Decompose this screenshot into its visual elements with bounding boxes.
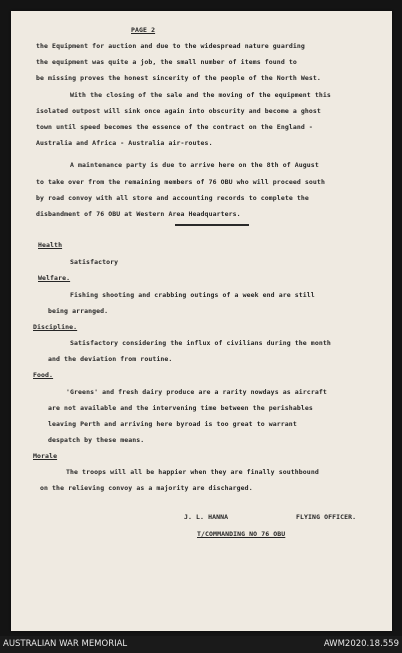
footer-accession: AWM2020.18.559 bbox=[323, 639, 399, 649]
signature-rank: FLYING OFFICER. bbox=[296, 513, 357, 521]
body-line: be missing proves the honest sincerity of the people of the North West. bbox=[36, 74, 321, 82]
section-text: and the deviation from routine. bbox=[48, 355, 173, 363]
body-line: disbandment of 76 OBU at Western Area Headquarters. bbox=[36, 210, 241, 218]
body-line: Australia and Africa - Australia air-routes. bbox=[36, 139, 213, 147]
section-heading-discipline: Discipline. bbox=[33, 323, 78, 331]
section-text: being arranged. bbox=[48, 307, 109, 315]
footer-source: AUSTRALIAN WAR MEMORIAL bbox=[3, 639, 128, 649]
section-divider bbox=[175, 224, 249, 226]
signature-name: J. L. HANNA bbox=[184, 513, 229, 521]
signature-title: T/COMMANDING NO 76 OBU bbox=[197, 530, 286, 538]
body-line: With the closing of the sale and the moving of the equipment this bbox=[70, 91, 331, 99]
body-line: to take over from the remaining members of 76 OBU who will proceed south bbox=[36, 178, 325, 186]
section-heading-health: Health bbox=[38, 241, 63, 249]
body-line: the equipment was quite a job, the small number of items found to bbox=[36, 58, 297, 66]
footer-bar bbox=[0, 636, 402, 653]
section-text: Satisfactory bbox=[70, 258, 119, 266]
section-heading-welfare: Welfare. bbox=[38, 274, 71, 282]
body-line: isolated outpost will sink once again into obscurity and become a ghost bbox=[36, 107, 321, 115]
section-heading-food: Food. bbox=[33, 371, 54, 379]
section-text: leaving Perth and arriving here byroad is too great to warrant bbox=[48, 420, 297, 428]
section-text: Satisfactory considering the influx of civilians during the month bbox=[70, 339, 331, 347]
body-line: by road convoy with all store and accounting records to complete the bbox=[36, 194, 309, 202]
section-text: 'Greens' and fresh dairy produce are a rarity nowdays as aircraft bbox=[66, 388, 327, 396]
body-line: the Equipment for auction and due to the widespread nature guarding bbox=[36, 42, 305, 50]
section-text: are not available and the intervening time between the perishables bbox=[48, 404, 313, 412]
body-line: town until speed becomes the essence of the contract on the England - bbox=[36, 123, 313, 131]
section-text: on the relieving convoy as a majority are discharged. bbox=[40, 484, 253, 492]
section-text: despatch by these means. bbox=[48, 436, 145, 444]
section-heading-morale: Morale bbox=[33, 452, 58, 460]
page-heading: PAGE 2 bbox=[131, 26, 156, 34]
body-line: A maintenance party is due to arrive here on the 8th of August bbox=[70, 161, 319, 169]
section-text: Fishing shooting and crabbing outings of a week end are still bbox=[70, 291, 315, 299]
section-text: The troops will all be happier when they are finally southbound bbox=[66, 468, 319, 476]
document-page bbox=[11, 11, 392, 631]
